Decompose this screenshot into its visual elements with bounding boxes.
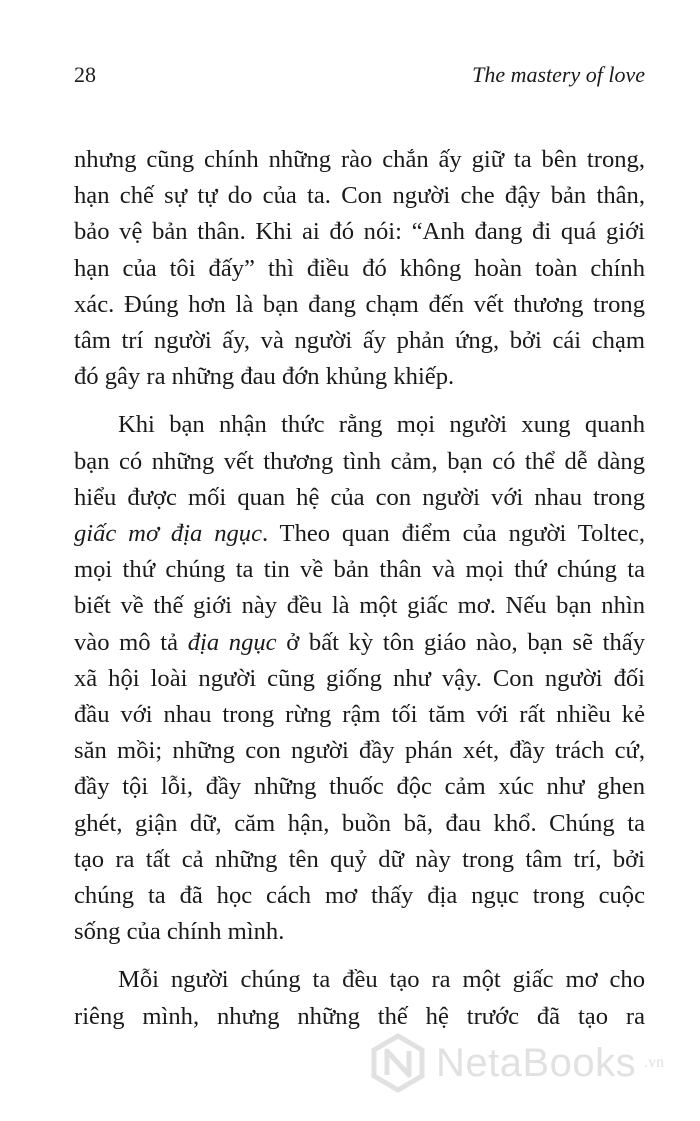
text-segment: vào mô tả — [74, 628, 188, 656]
text-segment: xã hội loài người cũng giống như vậy. Con người đối — [74, 664, 645, 692]
text-segment: nhưng cũng chính những rào chắn ấy giữ ta bên trong, — [74, 146, 645, 173]
text-line — [74, 444, 645, 480]
text-segment: săn mồi; những con người đầy phán xét, đầy trách cứ, — [74, 737, 645, 765]
text-segment: biết về thế giới này đều là một giấc mơ. Nếu bạn nhìn — [74, 592, 645, 620]
text-line — [74, 697, 645, 733]
text-segment: tạo ra tất cả những tên quỷ dữ này trong tâm trí, bởi — [74, 845, 645, 873]
text-segment: hạn chế sự tự do của ta. Con người che đậy bản thân, — [74, 182, 645, 210]
text-line — [74, 769, 645, 805]
text-line — [74, 661, 645, 697]
page-header — [74, 62, 645, 88]
page-number: 28 — [74, 62, 96, 87]
text-segment: mọi thứ chúng ta tin về bản thân và mọi thứ chúng ta — [74, 556, 645, 584]
text-segment: đầy tội lỗi, đầy những thuốc độc cảm xúc như ghen — [74, 773, 645, 801]
text-segment: ở bất kỳ tôn giáo nào, bạn sẽ thấy — [276, 628, 645, 656]
text-segment: hiểu được mối quan hệ của con người với nhau trong — [74, 483, 645, 511]
text-line — [74, 287, 645, 323]
body-text — [74, 142, 645, 1047]
text-line — [74, 178, 645, 214]
watermark-text: NetaBooks — [436, 1040, 637, 1085]
text-line — [74, 323, 645, 359]
text-line — [74, 251, 645, 287]
text-segment: ghét, giận dữ, căm hận, buồn bã, đau khổ. Chúng ta — [74, 809, 645, 837]
text-line — [74, 625, 645, 661]
text-segment: Mỗi người chúng ta đều tạo ra một giấc mơ cho — [118, 966, 645, 994]
watermark — [368, 1032, 664, 1094]
text-line — [74, 914, 645, 950]
paragraph — [74, 407, 645, 950]
text-line — [74, 806, 645, 842]
text-segment: đầu với nhau trong rừng rậm tối tăm với rất nhiều kẻ — [74, 701, 645, 729]
text-line — [74, 999, 645, 1035]
text-line — [74, 552, 645, 588]
text-line — [74, 733, 645, 769]
text-segment: Khi bạn nhận thức rằng mọi người xung quanh — [118, 411, 645, 439]
text-segment: . Theo quan điểm của người Toltec, — [262, 520, 645, 548]
text-line — [74, 214, 645, 250]
text-segment: sống của chính mình. — [74, 918, 285, 946]
text-segment: xác. Đúng hơn là bạn đang chạm đến vết thương trong — [74, 290, 645, 318]
text-segment: bảo vệ bản thân. Khi ai đó nói: “Anh đang đi quá giới — [74, 218, 645, 246]
text-segment: chúng ta đã học cách mơ thấy địa ngục trong cuộc — [74, 882, 645, 910]
text-segment: hạn của tôi đấy” thì điều đó không hoàn toàn chính — [74, 254, 645, 282]
text-line — [74, 962, 645, 998]
text-line — [74, 407, 645, 443]
text-line — [74, 480, 645, 516]
text-line — [74, 842, 645, 878]
text-line — [74, 142, 645, 178]
paragraph — [74, 962, 645, 1034]
text-segment: bạn có những vết thương tình cảm, bạn có thể dễ dàng — [74, 447, 645, 475]
paragraph — [74, 142, 645, 395]
running-title: The mastery of love — [472, 62, 645, 87]
italic-term: địa ngục — [187, 628, 277, 656]
netabooks-logo-icon — [368, 1033, 428, 1093]
text-line — [74, 588, 645, 624]
text-segment: đó gây ra những đau đớn khủng khiếp. — [74, 363, 455, 391]
text-line — [74, 878, 645, 914]
text-segment: tâm trí người ấy, và người ấy phản ứng, bởi cái chạm — [74, 327, 645, 355]
italic-term: giấc mơ địa ngục — [74, 520, 262, 548]
watermark-suffix: .vn — [644, 1054, 665, 1071]
text-segment: riêng mình, nhưng những thế hệ trước đã tạo ra — [74, 1002, 645, 1030]
text-line — [74, 516, 645, 552]
text-line — [74, 359, 645, 395]
